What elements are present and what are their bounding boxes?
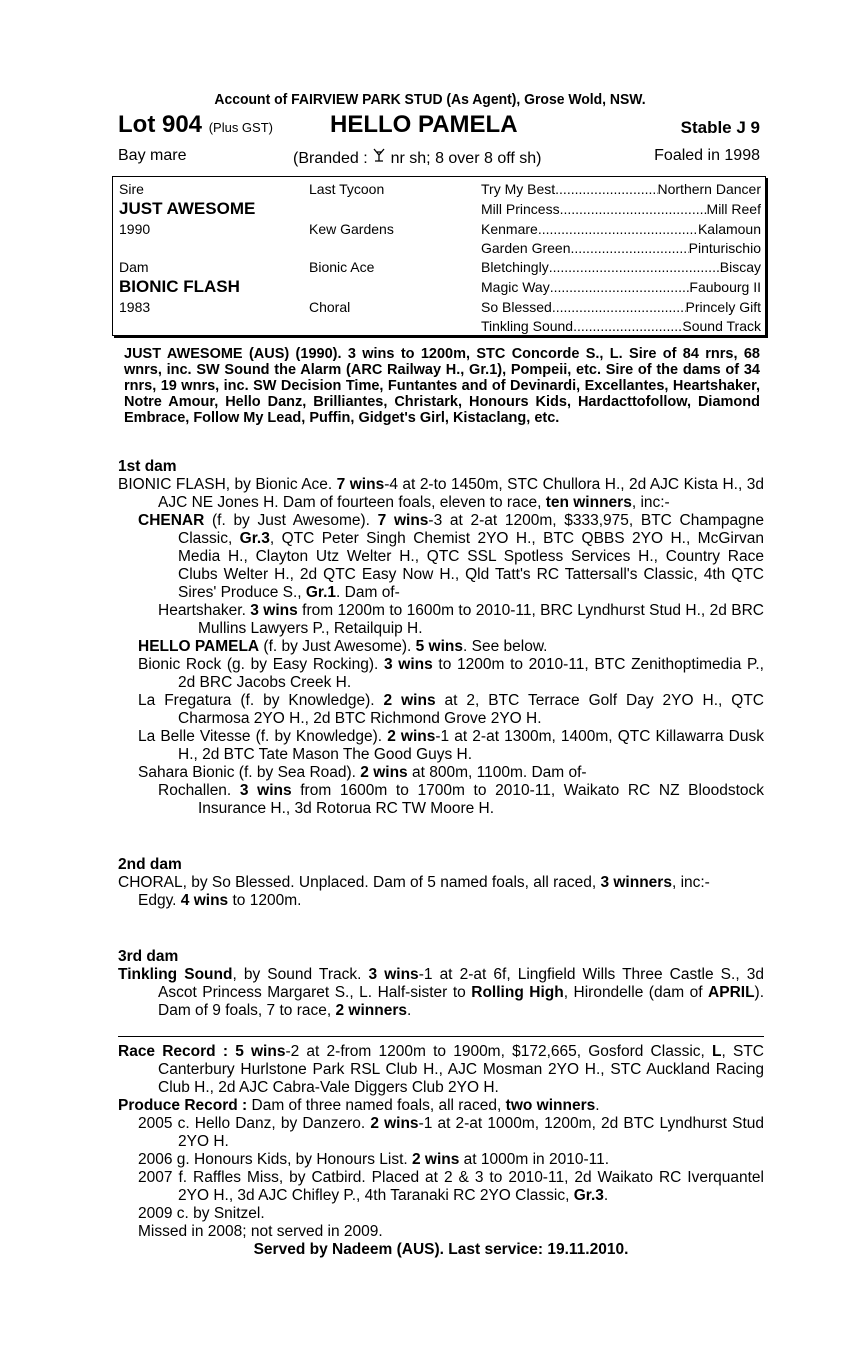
text-run: 5 wins <box>235 1043 286 1060</box>
text-run: from 1200m to 1600m to 2010-11, BRC Lyndhurst Stud H., 2d BRC Mullins Lawyers P., Retailquip H. <box>198 602 764 637</box>
text-run: , STC Canterbury Hurlstone Park RSL Club H., AJC Mosman 2YO H., STC Auckland Racing Club H., 2d AJC Cabra-Vale Diggers Club 2YO H. <box>158 1043 764 1096</box>
text-run: Dam of three named foals, all raced, <box>251 1097 506 1114</box>
text-run: -2 at 2-from 1200m to 1900m, $172,665, Gosford Classic, <box>285 1043 713 1060</box>
account-line: Account of FAIRVIEW PARK STUD (As Agent), Grose Wold, NSW. <box>214 91 646 108</box>
record-section <box>118 1043 764 1259</box>
gen3-row <box>481 240 761 256</box>
dam-year: 1983 <box>119 299 151 315</box>
text-run: 2 wins <box>360 764 408 781</box>
section-heading: 2nd dam <box>118 856 182 873</box>
gen3-row <box>481 221 761 237</box>
gen3-right: Faubourg II <box>689 279 761 295</box>
progeny-entry <box>118 764 764 782</box>
gen3-row <box>481 318 761 334</box>
text-run: . Dam of- <box>336 584 400 601</box>
produce-entry <box>118 1169 764 1205</box>
text-run: from 1600m to 1700m to 2010-11, Waikato RC NZ Bloodstock Insurance H., 3d Rotorua RC TW Moore H. <box>198 782 764 817</box>
pedigree-table <box>112 176 766 336</box>
brand-post: nr sh; 8 over 8 off sh) <box>386 150 542 167</box>
text-run: 2006 g. Honours Kids, by Honours List. <box>138 1151 412 1168</box>
text-run: , inc:- <box>631 494 670 511</box>
text-run: to 1200m. <box>228 892 302 909</box>
text-run: Gr.3 <box>573 1187 604 1204</box>
first-dam-section <box>118 458 764 818</box>
text-run: . <box>603 1187 609 1204</box>
produce-entry: Missed in 2008; not served in 2009. <box>138 1223 383 1240</box>
gen3-left: Mill Princess <box>481 201 560 217</box>
text-run: . See below. <box>463 638 548 655</box>
sire-year: 1990 <box>119 221 151 237</box>
sex-colour: Bay mare <box>118 147 187 164</box>
text-run: La Fregatura (f. by Knowledge). <box>138 692 384 709</box>
brand-info <box>293 147 542 168</box>
gen3-left: So Blessed <box>481 299 552 315</box>
gen3-right: Biscay <box>719 259 761 275</box>
text-run: La Belle Vitesse (f. by Knowledge). <box>138 728 388 745</box>
text-run: HELLO PAMELA <box>138 638 260 655</box>
text-run: 7 wins <box>377 512 429 529</box>
gen3-left: Garden Green <box>481 240 571 256</box>
text-run: (f. by Just Awesome). <box>204 512 378 529</box>
text-run: Edgy. <box>138 892 181 909</box>
dam-paragraph <box>118 476 764 512</box>
text-run: Gr.3 <box>239 530 270 547</box>
text-run: -1 at 2-at 1000m, 1200m, 2d BTC Lyndhurst Stud 2YO H. <box>178 1115 764 1150</box>
text-run: , Hirondelle (dam of <box>563 984 709 1001</box>
text-run: at 800m, 1100m. Dam of- <box>407 764 587 781</box>
produce-entry: 2009 c. by Snitzel. <box>138 1205 265 1222</box>
progeny-entry <box>118 892 764 910</box>
produce-record <box>118 1097 764 1115</box>
text-run: 2005 c. Hello Danz, by Danzero. <box>138 1115 371 1132</box>
gen3-row <box>481 201 761 217</box>
gen2-dam-sire: Bionic Ace <box>309 259 375 275</box>
service-note: Served by Nadeem (AUS). Last service: 19.11.2010. <box>253 1241 629 1258</box>
text-run: 3 wins <box>368 966 419 983</box>
text-run: Gr.1 <box>305 584 337 601</box>
brand-pre: (Branded : <box>293 150 373 167</box>
gen3-left: Tinkling Sound <box>481 318 574 334</box>
gen3-row <box>481 181 761 197</box>
text-run: Rochallen. <box>158 782 240 799</box>
gen3-right: Mill Reef <box>706 201 761 217</box>
text-run: 4 wins <box>180 892 229 909</box>
text-run: at 1000m in 2010-11. <box>459 1151 610 1168</box>
stable-label: Stable J 9 <box>680 118 760 137</box>
gen3-left: Magic Way <box>481 279 550 295</box>
text-run: 5 wins <box>415 638 464 655</box>
text-run: 2007 f. Raffles Miss, by Catbird. Placed at 2 & 3 to 2010-11, 2d Waikato RC Iverquantel 2YO H., 3d AJC Chifley P., 4th Taranaki RC 2YO Classic, <box>138 1169 764 1204</box>
lot-number <box>118 111 273 139</box>
text-run: . <box>595 1097 600 1114</box>
text-run: -1 at 2-at 1300m, 1400m, QTC Killawarra Dusk H., 2d BTC Tate Mason The Good Guys H. <box>178 728 764 763</box>
section-heading: 3rd dam <box>118 948 179 965</box>
text-run: two winners <box>505 1097 596 1114</box>
horse-name: HELLO PAMELA <box>330 111 518 138</box>
dam-name: BIONIC FLASH <box>119 277 240 296</box>
progeny-entry <box>118 512 764 602</box>
text-run: CHORAL, by So Blessed. Unplaced. Dam of 5 named foals, all raced, <box>118 874 601 891</box>
divider <box>118 1036 764 1037</box>
brand-mark-icon <box>372 147 386 168</box>
text-run: . <box>406 1002 412 1019</box>
grand-progeny-entry <box>118 782 764 818</box>
text-run: 7 wins <box>336 476 385 493</box>
sire-label: Sire <box>119 181 144 197</box>
sire-name: JUST AWESOME <box>119 199 256 218</box>
race-record <box>118 1043 764 1097</box>
text-run: at 2, BTC Terrace Golf Day 2YO H., QTC Charmosa 2YO H., 2d BTC Richmond Grove 2YO H. <box>178 692 764 727</box>
gen2-sire-dam: Kew Gardens <box>309 221 394 237</box>
produce-entry <box>118 1115 764 1151</box>
text-run: , QTC Peter Singh Chemist 2YO H., BTC QBBS 2YO H., McGirvan Media H., Clayton Utz Welter H., QTC SSL Spotless Services H., Country Race Clubs Welter H., 2d QTC Easy Now H., Qld Tatt's RC Tattersall's Classic, 4th QTC Sires' Produce S., <box>178 530 764 601</box>
text-run: 2 wins <box>387 728 436 745</box>
text-run: 2 wins <box>411 1151 460 1168</box>
text-run: , by Sound Track. <box>232 966 369 983</box>
gen3-right: Sound Track <box>682 318 761 334</box>
text-run: 2 winners <box>335 1002 407 1019</box>
progeny-entry <box>118 656 764 692</box>
foaled-year: Foaled in 1998 <box>654 147 760 164</box>
third-dam-section <box>118 948 764 1020</box>
gen3-left: Bletchingly <box>481 259 549 275</box>
progeny-entry <box>118 638 764 656</box>
text-run: , inc:- <box>671 874 710 891</box>
text-run: ten winners <box>545 494 632 511</box>
gen3-left: Try My Best <box>481 181 556 197</box>
text-run: 2 wins <box>370 1115 419 1132</box>
text-run: BIONIC FLASH, by Bionic Ace. <box>118 476 337 493</box>
text-run: 3 wins <box>250 602 298 619</box>
produce-entry <box>118 1151 764 1169</box>
text-run: -3 at 2-at 1200m, $333,975, BTC Champagne Classic, <box>178 512 764 547</box>
gen2-sire-sire: Last Tycoon <box>309 181 385 197</box>
plus-gst: (Plus GST) <box>208 120 273 135</box>
progeny-entry <box>118 692 764 728</box>
gen3-row <box>481 279 761 295</box>
gen3-left: Kenmare <box>481 221 538 237</box>
gen3-right: Kalamoun <box>697 221 761 237</box>
sire-summary: JUST AWESOME (AUS) (1990). 3 wins to 1200m, STC Concorde S., L. Sire of 84 rnrs, 68 wnrs, inc. SW Sound the Alarm (ARC Railway H., Gr.1), Pompeii, etc. Sire of the dams of 34 rnrs, 19 wnrs, inc. SW Decision Time, Funtantes and of Devinardi, Excellantes, Heartshaker, Notre Amour, Hello Danz, Brilliantes, Christark, Honours Kids, Hardacttofollow, Diamond Embrace, Follow My Lead, Puffin, Gidget's Girl, Kistaclang, etc. <box>124 346 760 426</box>
text-run: Produce Record : <box>118 1097 252 1114</box>
text-run: L <box>712 1043 722 1060</box>
gen3-right: Princely Gift <box>685 299 761 315</box>
text-run: ). Dam of 9 foals, 7 to race, <box>158 984 765 1019</box>
dam-label: Dam <box>119 259 149 275</box>
text-run: Bionic Rock (g. by Easy Rocking). <box>138 656 384 673</box>
dam-paragraph <box>118 874 764 892</box>
dam-paragraph <box>118 966 764 1020</box>
grand-progeny-entry <box>118 602 764 638</box>
gen3-row <box>481 259 761 275</box>
text-run: Rolling High <box>471 984 564 1001</box>
second-dam-section <box>118 856 764 910</box>
text-run: 2 wins <box>383 692 436 709</box>
text-run: (f. by Just Awesome). <box>259 638 416 655</box>
lot-label: Lot 904 <box>118 111 203 138</box>
text-run: -4 at 2-to 1450m, STC Chullora H., 2d AJC Kista H., 3d AJC NE Jones H. Dam of fourteen foals, eleven to race, <box>158 476 764 511</box>
gen2-dam-dam: Choral <box>309 299 351 315</box>
text-run: APRIL <box>708 984 755 1001</box>
section-heading: 1st dam <box>118 458 177 475</box>
text-run: to 1200m to 2010-11, BTC Zenithoptimedia P., 2d BRC Jacobs Creek H. <box>178 656 764 691</box>
gen3-right: Pinturischio <box>688 240 761 256</box>
text-run: Tinkling Sound <box>118 966 233 983</box>
gen3-row <box>481 299 761 315</box>
text-run: 3 wins <box>383 656 433 673</box>
text-run: -1 at 2-at 6f, Lingfield Wills Three Castle S., 3d Ascot Princess Margaret S., L. Half-sister to <box>158 966 764 1001</box>
gen3-right: Northern Dancer <box>657 181 761 197</box>
text-run: 3 wins <box>239 782 292 799</box>
text-run: Heartshaker. <box>158 602 251 619</box>
text-run: 3 winners <box>600 874 672 891</box>
text-run: Race Record : <box>118 1043 236 1060</box>
text-run: CHENAR <box>138 512 205 529</box>
progeny-entry <box>118 728 764 764</box>
text-run: Sahara Bionic (f. by Sea Road). <box>138 764 361 781</box>
